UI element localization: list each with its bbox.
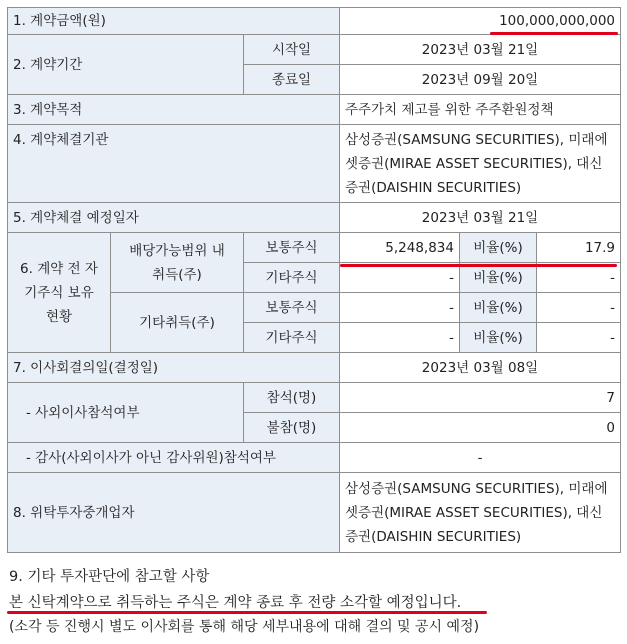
holdings-count: -: [340, 323, 460, 353]
holdings-type-other: 기타주식: [244, 263, 340, 293]
purpose-label: 3. 계약목적: [8, 95, 340, 125]
broker-label: 8. 위탁투자중개업자: [8, 473, 340, 553]
disclosure-table: [7, 7, 621, 553]
notes-line2: (소각 등 진행시 별도 이사회를 통해 해당 세부내용에 대해 결의 및 공시 예정): [9, 619, 480, 635]
end-date-label: 종료일: [244, 65, 340, 95]
row-scheduled-date: [8, 203, 621, 233]
board-date-label: 7. 이사회결의일(결정일): [8, 353, 340, 383]
holdings-group-other: 기타취득(주): [111, 293, 244, 353]
institution-label: 4. 계약체결기관: [8, 125, 340, 203]
notes-line1: 본 신탁계약으로 취득하는 주식은 계약 종료 후 전량 소각할 예정입니다.: [9, 595, 462, 611]
holdings-label: 6. 계약 전 자기주식 보유현황: [8, 233, 111, 353]
auditor-value: -: [340, 443, 621, 473]
row-auditor: [8, 443, 621, 473]
auditor-label: - 감사(사외이사가 아닌 감사위원)참석여부: [8, 443, 340, 473]
absent-label: 불참(명): [244, 413, 340, 443]
holdings-row: [8, 233, 621, 263]
holdings-type-common: 보통주식: [244, 293, 340, 323]
holdings-group-dividend: 배당가능범위 내 취득(주): [111, 233, 244, 293]
holdings-pct: -: [537, 293, 621, 323]
row-outside-directors-present: [8, 383, 621, 413]
broker-value: 삼성증권(SAMSUNG SECURITIES), 미래에셋증권(MIRAE ASSET SECURITIES), 대신증권(DAISHIN SECURITIES): [340, 473, 621, 553]
holdings-type-other: 기타주식: [244, 323, 340, 353]
holdings-pct: -: [537, 323, 621, 353]
contract-amount-label: 1. 계약금액(원): [8, 8, 340, 35]
row-broker: [8, 473, 621, 553]
holdings-ratio-label: 비율(%): [460, 233, 537, 263]
end-date-value: 2023년 09월 20일: [340, 65, 621, 95]
contract-amount-value: 100,000,000,000: [340, 8, 621, 35]
holdings-ratio-label: 비율(%): [460, 293, 537, 323]
present-label: 참석(명): [244, 383, 340, 413]
row-board-date: [8, 353, 621, 383]
row-purpose: [8, 95, 621, 125]
notes-title: 9. 기타 투자판단에 참고할 사항: [9, 569, 210, 585]
purpose-value: 주주가치 제고를 위한 주주환원정책: [340, 95, 621, 125]
start-date-value: 2023년 03월 21일: [340, 35, 621, 65]
holdings-count: -: [340, 263, 460, 293]
row-institution: [8, 125, 621, 203]
holdings-type-common: 보통주식: [244, 233, 340, 263]
holdings-count: -: [340, 293, 460, 323]
holdings-ratio-label: 비율(%): [460, 323, 537, 353]
notes-highlight-underline: [7, 611, 487, 614]
present-value: 7: [340, 383, 621, 413]
holdings-pct: 17.9: [537, 233, 621, 263]
institution-value: 삼성증권(SAMSUNG SECURITIES), 미래에셋증권(MIRAE ASSET SECURITIES), 대신증권(DAISHIN SECURITIES): [340, 125, 621, 203]
absent-value: 0: [340, 413, 621, 443]
start-date-label: 시작일: [244, 35, 340, 65]
holdings-ratio-label: 비율(%): [460, 263, 537, 293]
scheduled-date-label: 5. 계약체결 예정일자: [8, 203, 340, 233]
row-contract-amount: [8, 8, 621, 35]
outside-directors-label: - 사외이사참석여부: [8, 383, 244, 443]
scheduled-date-value: 2023년 03월 21일: [340, 203, 621, 233]
holdings-pct: -: [537, 263, 621, 293]
amount-highlight-underline: [490, 32, 618, 35]
holdings-count: 5,248,834: [340, 233, 460, 263]
row-contract-period-start: [8, 35, 621, 65]
holdings-highlight-underline: [340, 264, 617, 267]
board-date-value: 2023년 03월 08일: [340, 353, 621, 383]
contract-period-label: 2. 계약기간: [8, 35, 244, 95]
